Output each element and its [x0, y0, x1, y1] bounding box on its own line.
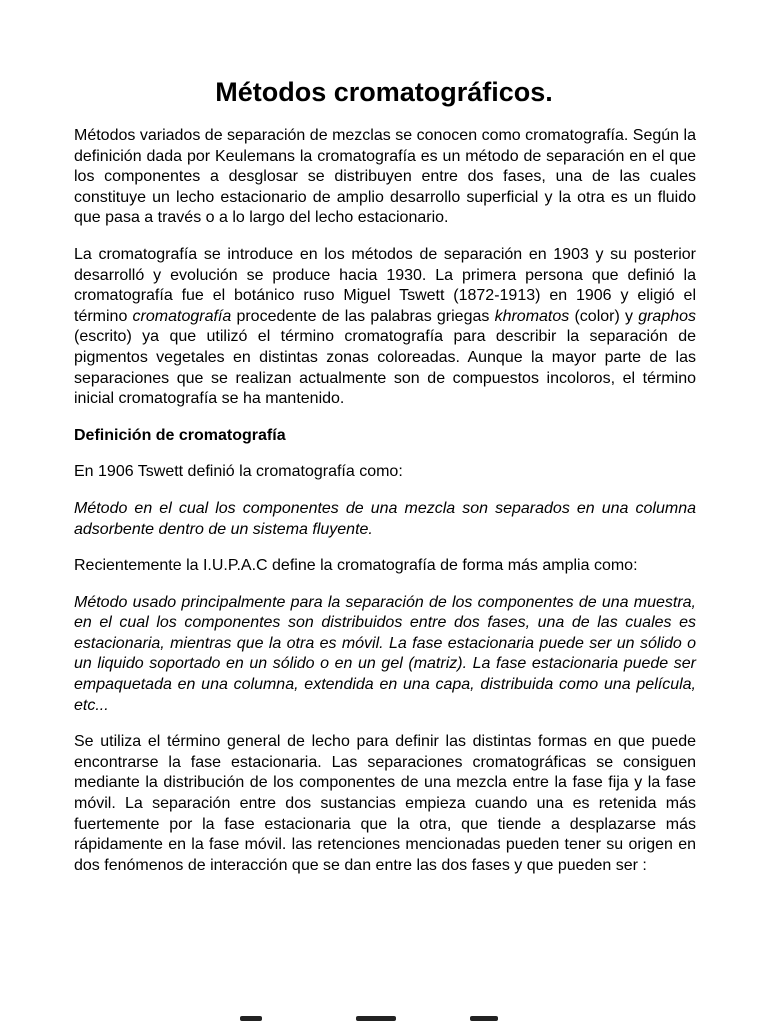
quote-tswett-definition: Método en el cual los componentes de una mezcla son separados en una columna adsorbente dentro de un sistema fluyente.: [74, 499, 696, 538]
paragraph-tswett: En 1906 Tswett definió la cromatografía como:: [74, 463, 403, 481]
section-heading: Definición de cromatografía: [74, 426, 286, 444]
paragraph-lecho: Se utiliza el término general de lecho para definir las distintas formas en que puede encontrarse la fase estacionaria. Las separaciones cromatográficas se consiguen mediante la distribución de los componentes de una mezcla entre la fase fija y la fase móvil. La separación entre dos sustancias empieza cuando una es retenida más fuertemente por la fase estacionaria que la otra, que tiende a desplazarse más rápidamente en la fase móvil. las retenciones mencionadas pueden tener su origen en dos fenómenos de interacción que se dan entre las dos fases y que pueden ser :: [74, 733, 696, 874]
history-text-a: La cromatografía se introduce en los métodos de separación en 1903 y su posterior desarrolló y evolución se produce hacia 1930. La primera persona que definió la cromatografía fue el botánico ruso Miguel Tswett (1872-1913) en 1906 y eligió el término: [74, 245, 696, 325]
paragraph-intro: Métodos variados de separación de mezclas se conocen como cromatografía. Según la definición dada por Keulemans la cromatografía es un método de separación en el que los componentes a desglosar se distribuyen entre dos fases, una de las cuales constituye un lecho estacionario de amplio desarrollo superficial y la otra es un fluido que pasa a través o a lo largo del lecho estacionario.: [74, 127, 696, 227]
cut-off-text-line: [0, 1012, 768, 1024]
page-title: Métodos cromatográficos.: [215, 77, 553, 107]
term-graphos: graphos: [638, 307, 697, 325]
paragraph-iupac: Recientemente la I.U.P.A.C define la cromatografía de forma más amplia como:: [74, 557, 638, 575]
history-text-b: procedente de las palabras griegas: [231, 307, 495, 325]
quote-iupac-definition: Método usado principalmente para la separación de los componentes de una muestra, en el cual los componentes son distribuidos entre dos fases, una de las cuales es estacionaria, mientras que la otra es móvil. La fase estacionaria puede ser un sólido o un liquido soportado en un sólido o en un gel (matriz). La fase estacionaria puede ser empaquetada en una columna, extendida en una capa, distribuida como una película, etc...: [74, 593, 696, 714]
history-text-d: (escrito) ya que utilizó el término cromatografía para describir la separación de pigmentos vegetales en distintas zonas coloreadas. Aunque la mayor parte de las separaciones que se realizan actualmente son de compuestos incoloros, el término inicial cromatografía se ha mantenido.: [74, 328, 696, 408]
term-cromatografia: cromatografía: [132, 307, 232, 325]
document-body: [74, 126, 696, 892]
term-khromatos: khromatos: [494, 307, 570, 325]
history-text-c: (color) y: [569, 307, 639, 325]
paragraph-history: [74, 245, 696, 410]
